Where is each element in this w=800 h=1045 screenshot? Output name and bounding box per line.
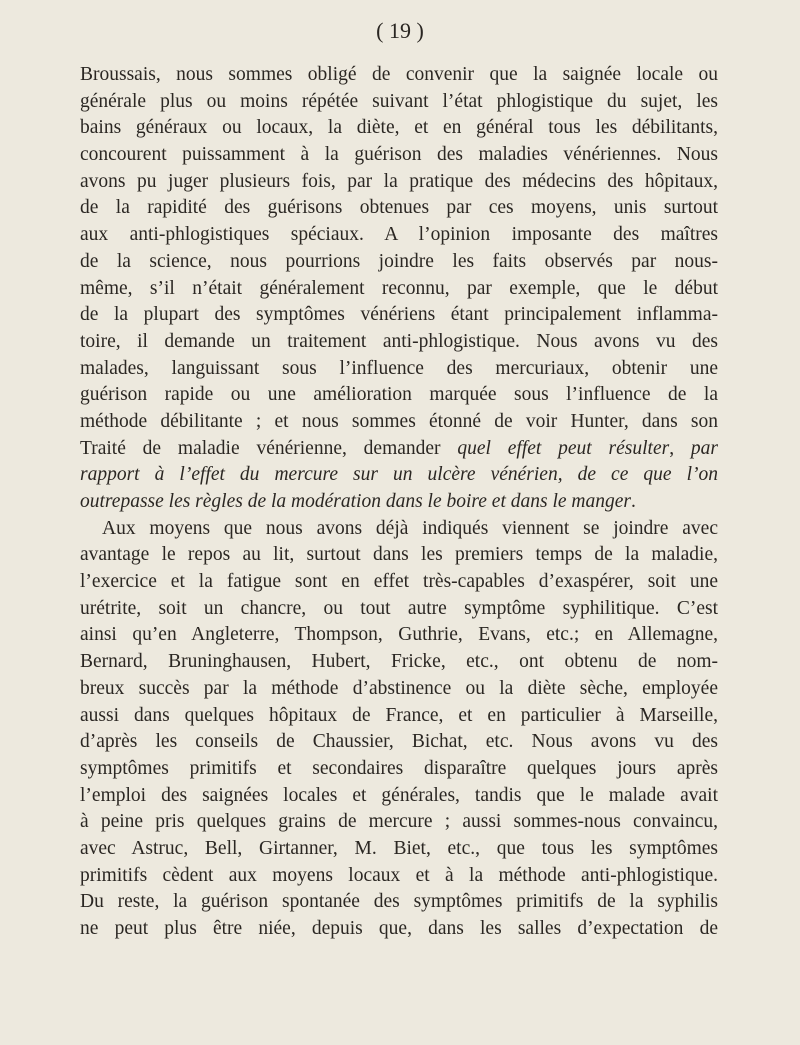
text-line xyxy=(80,676,718,703)
text-line xyxy=(80,703,718,730)
text-line xyxy=(80,916,718,943)
text-line xyxy=(80,542,718,569)
text-run: Aux moyens que nous avons déjà indiqués viennent se joindre avec xyxy=(102,517,718,539)
text-run: aux anti-phlogistiques spéciaux. A l’opinion imposante des maîtres xyxy=(80,224,718,246)
text-run: . xyxy=(630,491,636,512)
text-line xyxy=(80,462,718,489)
text-run: toire, il demande un traitement anti-phlogistique. Nous avons vu des xyxy=(80,330,718,352)
text-line xyxy=(80,382,718,409)
text-line xyxy=(80,729,718,756)
text-line xyxy=(80,596,718,623)
text-run: même, s’il n’était généralement reconnu, par exemple, que le début xyxy=(80,277,718,299)
text-run: urétrite, soit un chancre, ou tout autre symptôme syphilitique. C’est xyxy=(80,597,718,619)
text-line xyxy=(80,756,718,783)
text-run: d’après les conseils de Chaussier, Bichat, etc. Nous avons vu des xyxy=(80,731,718,753)
text-run: avec Astruc, Bell, Girtanner, M. Biet, etc., que tous les symptômes xyxy=(80,837,718,859)
text-run: breux succès par la méthode d’abstinence ou la diète sèche, employée xyxy=(80,677,718,699)
text-line xyxy=(80,62,718,89)
text-run: Du reste, la guérison spontanée des symptômes primitifs de la syphilis xyxy=(80,891,718,913)
text-line xyxy=(80,249,718,276)
text-run: avons pu juger plusieurs fois, par la pratique des médecins des hôpitaux, xyxy=(80,170,718,192)
text-line xyxy=(80,622,718,649)
text-line xyxy=(80,195,718,222)
text-run: symptômes primitifs et secondaires disparaître quelques jours après xyxy=(80,757,718,779)
text-line xyxy=(80,302,718,329)
text-line xyxy=(80,222,718,249)
text-line xyxy=(80,356,718,383)
text-run: Bernard, Bruninghausen, Hubert, Fricke, etc., ont obtenu de nom- xyxy=(80,651,718,673)
text-run: aussi dans quelques hôpitaux de France, et en particulier à Marseille, xyxy=(80,704,718,726)
text-line xyxy=(80,783,718,810)
text-line xyxy=(80,889,718,916)
text-line xyxy=(80,569,718,596)
text-line xyxy=(80,276,718,303)
page-number: ( 19 ) xyxy=(376,18,424,43)
italic-text: par xyxy=(690,437,718,459)
text-run: avantage le repos au lit, surtout dans les premiers temps de la maladie, xyxy=(80,544,718,566)
text-run: l’exercice et la fatigue sont en effet très-capables d’exaspérer, soit une xyxy=(80,571,718,593)
italic-text: rapport à l’effet du mercure sur un ulcère vénérien, de ce que l’on xyxy=(80,464,718,486)
text-run: bains généraux ou locaux, la diète, et en général tous les débilitants, xyxy=(80,117,718,139)
text-run: de la plupart des symptômes vénériens étant principalement inflamma- xyxy=(80,304,718,326)
text-line xyxy=(80,436,718,463)
text-run: à peine pris quelques grains de mercure ; aussi sommes-nous convaincu, xyxy=(80,811,718,833)
text-run: , xyxy=(669,437,691,459)
text-line xyxy=(80,169,718,196)
text-line xyxy=(80,489,718,516)
text-run: Broussais, nous sommes obligé de convenir que la saignée locale ou xyxy=(80,64,718,85)
text-run: ainsi qu’en Angleterre, Thompson, Guthrie, Evans, etc.; en Allemagne, xyxy=(80,624,718,646)
text-run: malades, languissant sous l’influence des mercuriaux, obtenir une xyxy=(80,357,718,379)
text-run: ne peut plus être niée, depuis que, dans les salles d’expectation de xyxy=(80,918,718,939)
body-text xyxy=(80,62,718,943)
text-run: générale plus ou moins répétée suivant l’état phlogistique du sujet, les xyxy=(80,90,718,112)
text-line xyxy=(80,115,718,142)
text-line xyxy=(80,516,718,543)
text-run: concourent puissamment à la guérison des maladies vénériennes. Nous xyxy=(80,144,718,166)
text-run: l’emploi des saignées locales et générales, tandis que le malade avait xyxy=(80,784,718,806)
text-line xyxy=(80,142,718,169)
text-run: de la science, nous pourrions joindre les faits observés par nous- xyxy=(80,250,718,272)
text-run: méthode débilitante ; et nous sommes étonné de voir Hunter, dans son xyxy=(80,410,718,432)
text-line xyxy=(80,809,718,836)
italic-text: quel effet peut résulter xyxy=(457,437,670,459)
text-run: Traité de maladie vénérienne, demander xyxy=(80,437,458,459)
text-line xyxy=(80,649,718,676)
text-line xyxy=(80,409,718,436)
text-run: primitifs cèdent aux moyens locaux et à la méthode anti-phlogistique. xyxy=(80,864,718,886)
text-line xyxy=(80,836,718,863)
text-run: de la rapidité des guérisons obtenues par ces moyens, unis surtout xyxy=(80,197,718,219)
text-line xyxy=(80,89,718,116)
italic-text: outrepasse les règles de la modération dans le boire et dans le manger xyxy=(80,491,631,512)
text-line xyxy=(80,863,718,890)
text-run: guérison rapide ou une amélioration marquée sous l’influence de la xyxy=(80,384,718,406)
text-line xyxy=(80,329,718,356)
